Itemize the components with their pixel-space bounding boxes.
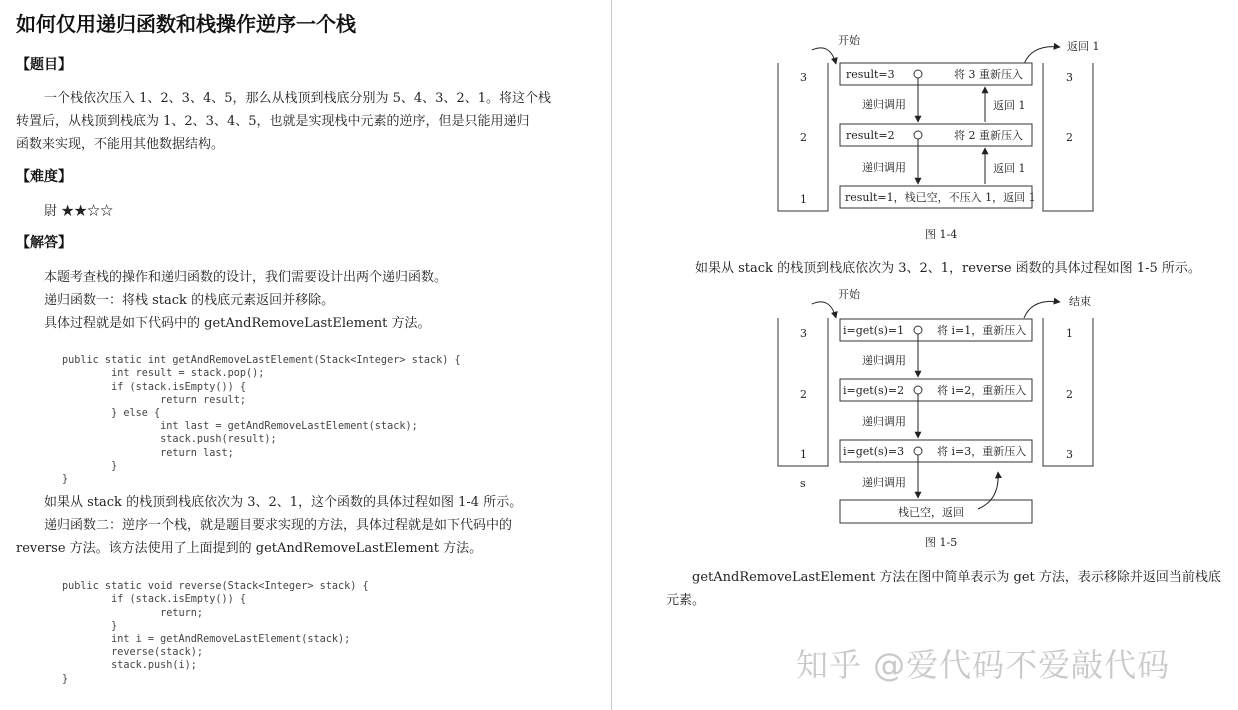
figure-1-5 bbox=[0, 280, 1238, 550]
right-label: 3 bbox=[1066, 71, 1073, 84]
paragraph-conclusion: getAndRemoveLastElement 方法在图中简单表示为 get 方法，表示移除并返回当前栈底 bbox=[692, 570, 1221, 585]
section-answer-heading: 【解答】 bbox=[16, 235, 72, 251]
recursive-call-label: 递归调用 bbox=[862, 98, 906, 111]
left-label: 1 bbox=[800, 448, 807, 461]
middle-line: 如果从 stack 的栈顶到栈底依次为 3、2、1，这个函数的具体过程如图 1-4 所示。 bbox=[44, 495, 523, 510]
left-label: 1 bbox=[800, 193, 807, 206]
code-line: } bbox=[62, 474, 69, 486]
code-line: public static int getAndRemoveLastElement(Stack<Integer> stack) { bbox=[62, 355, 461, 367]
code-line: return; bbox=[62, 607, 204, 619]
recursive-call-label: 递归调用 bbox=[862, 354, 906, 367]
figure-caption: 图 1-4 bbox=[925, 228, 958, 241]
left-label: 3 bbox=[800, 71, 807, 84]
watermark: 知乎 @爱代码不爱敲代码 bbox=[796, 646, 1171, 684]
difficulty-stars: ★★☆☆ bbox=[61, 204, 114, 219]
recursive-call-label: 递归调用 bbox=[862, 161, 906, 174]
question-line: 函数来实现，不能用其他数据结构。 bbox=[16, 137, 225, 152]
section-difficulty-heading: 【难度】 bbox=[16, 169, 72, 185]
section-question-heading: 【题目】 bbox=[16, 57, 72, 73]
stack-s-label: s bbox=[800, 477, 806, 490]
code-line: int result = stack.pop(); bbox=[62, 368, 265, 380]
end-label: 结束 bbox=[1069, 295, 1091, 308]
frame-box-right: 将 i=2，重新压入 bbox=[937, 384, 1027, 397]
frame-box-left: i=get(s)=1 bbox=[843, 324, 905, 337]
frame-box-left: i=get(s)=3 bbox=[843, 445, 905, 458]
recursive-call-label: 递归调用 bbox=[862, 476, 906, 489]
question-line: 一个栈依次压入 1、2、3、4、5，那么从栈顶到栈底分别为 5、4、3、2、1。将这个栈 bbox=[44, 91, 551, 106]
code-line: return result; bbox=[62, 394, 247, 406]
code-block-reverse bbox=[62, 567, 369, 699]
paragraph-fig15-intro: 如果从 stack 的栈顶到栈底依次为 3、2、1，reverse 函数的具体过程如图 1-5 所示。 bbox=[695, 261, 1201, 276]
return-top-label: 返回 1 bbox=[1067, 40, 1100, 53]
code-line: } bbox=[62, 620, 118, 632]
left-label: 2 bbox=[800, 388, 807, 401]
frame-box-right: 将 3 重新压入 bbox=[954, 68, 1023, 81]
end-arrow bbox=[1024, 301, 1060, 318]
answer-line: 本题考查栈的操作和递归函数的设计，我们需要设计出两个递归函数。 bbox=[44, 270, 448, 285]
left-label: 3 bbox=[800, 327, 807, 340]
code-line: int last = getAndRemoveLastElement(stack); bbox=[62, 421, 418, 433]
start-arrow bbox=[812, 302, 836, 318]
code-line: stack.push(result); bbox=[62, 434, 277, 446]
frame-box-left: result=3 bbox=[846, 68, 895, 81]
answer-line: 递归函数一：将栈 stack 的栈底元素返回并移除。 bbox=[44, 293, 335, 308]
code-line: } bbox=[62, 460, 118, 472]
return-arrow bbox=[1024, 47, 1060, 64]
right-label: 3 bbox=[1066, 448, 1073, 461]
page-title: 如何仅用递归函数和栈操作逆序一个栈 bbox=[16, 12, 356, 36]
frame-box-bottom-text: 栈已空，返回 bbox=[898, 506, 964, 519]
code-line: return last; bbox=[62, 447, 234, 459]
start-arrow bbox=[812, 48, 836, 64]
code-line: if (stack.isEmpty()) { bbox=[62, 381, 247, 393]
start-label: 开始 bbox=[838, 288, 860, 301]
return-label: 返回 1 bbox=[993, 162, 1026, 175]
frame-box-left: result=2 bbox=[846, 129, 895, 142]
frame-box-bottom-text: result=1，栈已空，不压入 1，返回 1 bbox=[845, 191, 1036, 204]
code-line: int i = getAndRemoveLastElement(stack); bbox=[62, 634, 351, 646]
code-line: public static void reverse(Stack<Integer> stack) { bbox=[62, 581, 369, 593]
recursive-call-label: 递归调用 bbox=[862, 415, 906, 428]
answer-line: 具体过程就是如下代码中的 getAndRemoveLastElement 方法。 bbox=[44, 316, 431, 331]
middle-line: 递归函数二：逆序一个栈，就是题目要求实现的方法，具体过程就是如下代码中的 bbox=[44, 518, 513, 533]
code-line: } else { bbox=[62, 408, 161, 420]
frame-box-right: 将 2 重新压入 bbox=[954, 129, 1023, 142]
right-label: 1 bbox=[1066, 327, 1073, 340]
figure-1-4 bbox=[0, 0, 1238, 250]
code-line: } bbox=[62, 673, 69, 685]
return-label: 返回 1 bbox=[993, 99, 1026, 112]
right-label: 2 bbox=[1066, 131, 1073, 144]
question-line: 转置后，从栈顶到栈底为 1、2、3、4、5，也就是实现栈中元素的逆序，但是只能用递归 bbox=[16, 114, 530, 129]
frame-box-right: 将 i=1，重新压入 bbox=[937, 324, 1027, 337]
figure-caption: 图 1-5 bbox=[925, 536, 958, 549]
paragraph-conclusion: 元素。 bbox=[666, 593, 706, 608]
left-label: 2 bbox=[800, 131, 807, 144]
start-label: 开始 bbox=[838, 34, 860, 47]
frame-box-left: i=get(s)=2 bbox=[843, 384, 905, 397]
middle-line: reverse 方法。该方法使用了上面提到的 getAndRemoveLastElement 方法。 bbox=[16, 541, 483, 556]
code-line: if (stack.isEmpty()) { bbox=[62, 594, 247, 606]
frame-box-right: 将 i=3，重新压入 bbox=[937, 445, 1027, 458]
difficulty-rank: 尉 bbox=[44, 204, 58, 219]
right-label: 2 bbox=[1066, 388, 1073, 401]
code-line: reverse(stack); bbox=[62, 647, 204, 659]
code-line: stack.push(i); bbox=[62, 660, 197, 672]
